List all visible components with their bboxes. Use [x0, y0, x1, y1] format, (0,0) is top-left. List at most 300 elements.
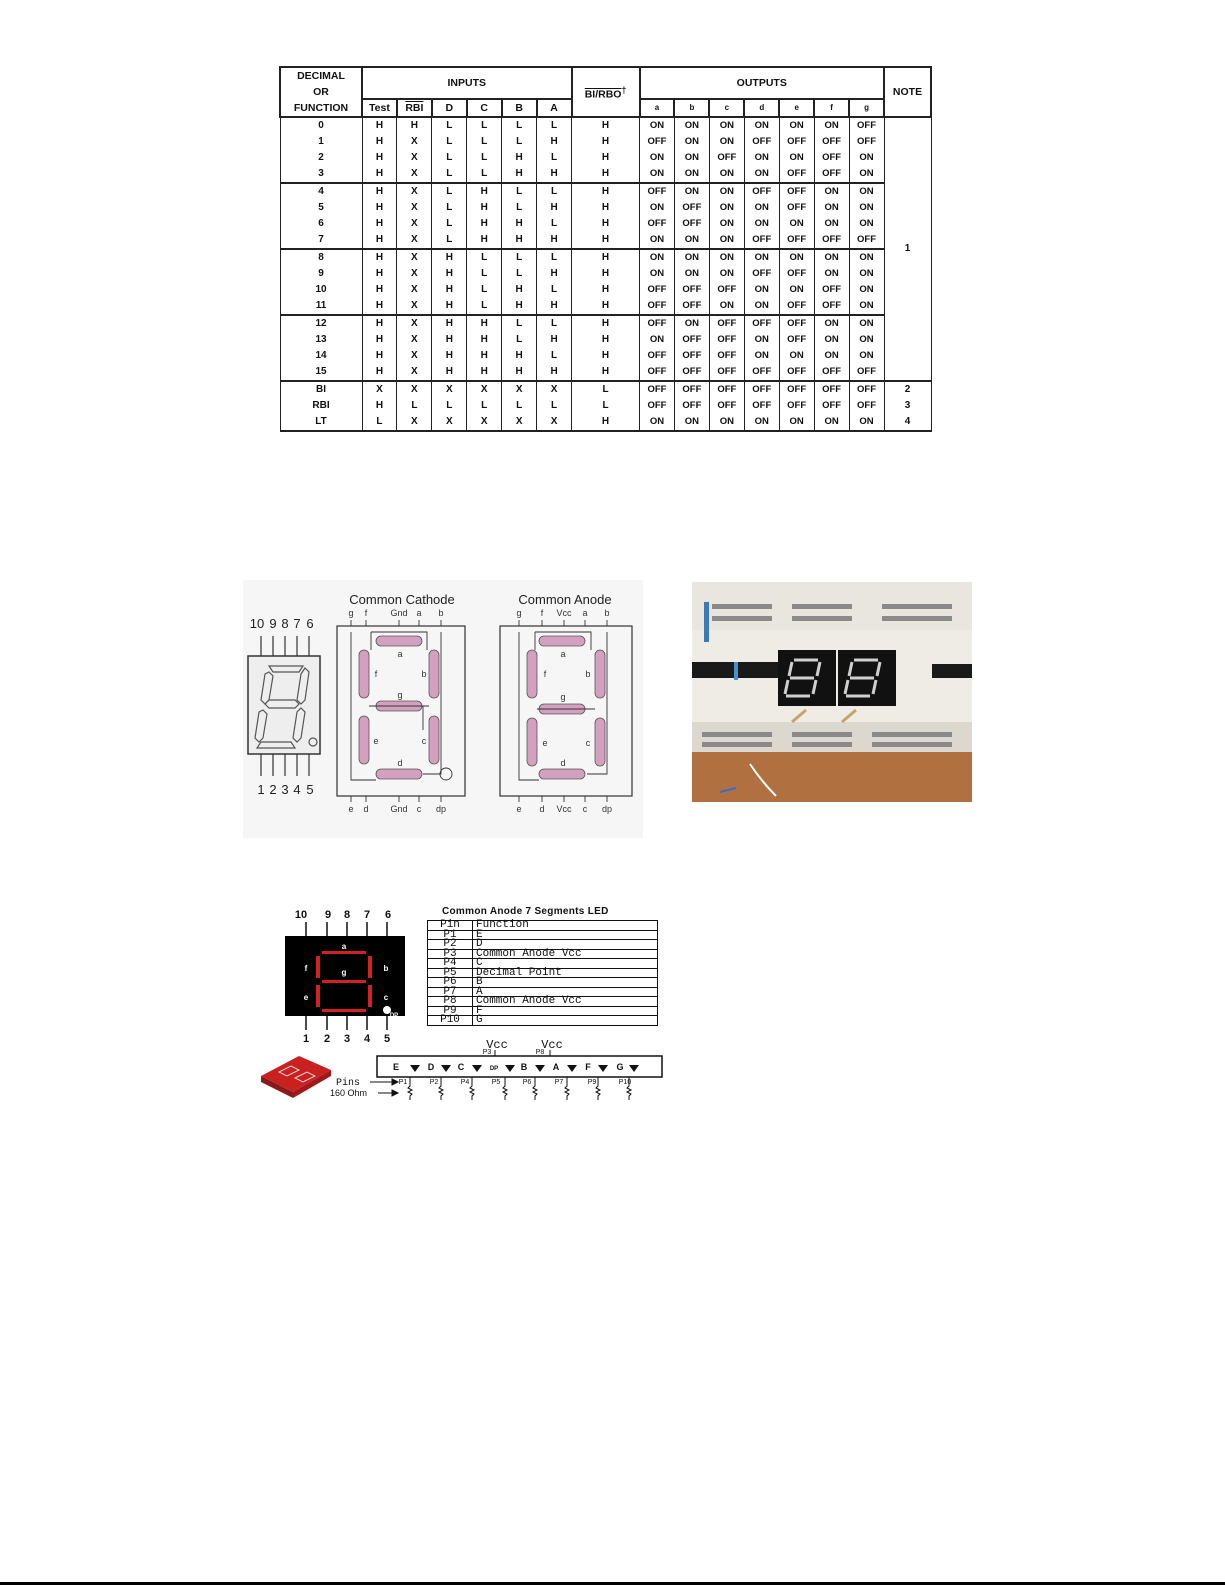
table-cell: H	[572, 200, 640, 216]
table-cell: L	[467, 117, 502, 134]
ca-bottom-vcc: Vcc	[556, 804, 572, 814]
table-cell: H	[362, 332, 397, 348]
table-cell: L	[502, 117, 537, 134]
ca-seg-g: g	[560, 692, 566, 702]
table-cell: OFF	[814, 134, 849, 150]
table-cell: ON	[709, 232, 744, 249]
table-cell: H	[362, 166, 397, 183]
table-cell: X	[397, 381, 432, 398]
table-cell: Common Anode Vcc	[473, 997, 658, 1007]
table-cell: ON	[779, 150, 814, 166]
table-row	[280, 183, 931, 200]
table-cell: L	[467, 249, 502, 266]
table-cell: ON	[814, 315, 849, 332]
cc-seg-f: f	[374, 669, 378, 679]
table-cell: H	[362, 183, 397, 200]
header-input-3: C	[467, 99, 502, 117]
table-cell: ON	[674, 414, 709, 431]
table-cell: OFF	[779, 332, 814, 348]
table-cell: H	[572, 134, 640, 150]
table-cell: H	[467, 200, 502, 216]
table-cell: OFF	[779, 298, 814, 315]
table-cell: L	[432, 216, 467, 232]
table-cell: X	[397, 134, 432, 150]
table-cell: 2	[884, 381, 931, 398]
anode-circuit-diagram	[330, 1036, 670, 1104]
table-row	[280, 381, 931, 398]
table-row	[428, 930, 658, 940]
table-cell: H	[467, 183, 502, 200]
table-row	[280, 348, 931, 364]
table-cell: X	[362, 381, 397, 398]
ap-top-pin-9: 9	[324, 909, 332, 921]
table-cell: H	[432, 364, 467, 381]
table-cell: OFF	[744, 232, 779, 249]
table-cell: L	[397, 398, 432, 414]
table-cell: ON	[814, 414, 849, 431]
table-cell: Function	[473, 921, 658, 931]
table-cell: OFF	[744, 315, 779, 332]
table-cell: L	[537, 216, 572, 232]
table-cell: ON	[744, 414, 779, 431]
resistor-label: 160 Ohm	[330, 1088, 368, 1098]
table-cell: ON	[674, 150, 709, 166]
table-cell: ON	[849, 166, 884, 183]
ca-top-vcc: Vcc	[556, 608, 572, 618]
circuit-seg-d: D	[427, 1062, 435, 1072]
table-cell: Common Anode Vcc	[473, 949, 658, 959]
table-cell: P9	[428, 1006, 473, 1016]
table-cell: X	[397, 364, 432, 381]
circuit-seg-c: C	[457, 1062, 465, 1072]
red-display-icon	[255, 1050, 335, 1098]
table-cell: ON	[779, 348, 814, 364]
pin-label-2: 2	[269, 782, 277, 797]
table-cell: ON	[674, 183, 709, 200]
table-row	[280, 232, 931, 249]
table-cell: OFF	[814, 364, 849, 381]
table-cell: L	[432, 166, 467, 183]
table-cell: ON	[849, 200, 884, 216]
table-cell: H	[502, 298, 537, 315]
pin-label-9: 9	[269, 616, 277, 631]
vcc-label-2: Vcc	[541, 1038, 563, 1052]
table-cell: ON	[779, 117, 814, 134]
ap-top-pin-8: 8	[343, 909, 351, 921]
table-cell: L	[467, 166, 502, 183]
table-cell: L	[537, 282, 572, 298]
table-cell: 11	[280, 298, 362, 315]
table-cell: ON	[744, 348, 779, 364]
table-cell: OFF	[849, 381, 884, 398]
header-output-1: b	[674, 99, 709, 117]
table-cell: ON	[849, 332, 884, 348]
table-cell: X	[537, 414, 572, 431]
cc-top-a: a	[416, 608, 422, 618]
table-cell: H	[432, 282, 467, 298]
circuit-pin-p5: P5	[491, 1079, 501, 1086]
table-cell: 2	[280, 150, 362, 166]
table-cell: OFF	[814, 232, 849, 249]
table-cell: ON	[674, 117, 709, 134]
table-cell: ON	[709, 166, 744, 183]
table-row	[280, 398, 931, 414]
table-cell: B	[473, 978, 658, 988]
table-cell: ON	[744, 216, 779, 232]
table-cell: L	[467, 298, 502, 315]
ca-seg-b: b	[585, 669, 591, 679]
table-row	[428, 1016, 658, 1026]
ap-seg-d: d	[339, 1016, 345, 1025]
vcc-pin-p3: P3	[482, 1049, 492, 1056]
table-cell: H	[502, 232, 537, 249]
table-cell: BI	[280, 381, 362, 398]
table-cell: L	[572, 398, 640, 414]
table-row	[280, 332, 931, 348]
table-cell: H	[572, 282, 640, 298]
cc-top-f: f	[364, 608, 368, 618]
table-cell: 15	[280, 364, 362, 381]
table-cell: ON	[849, 183, 884, 200]
table-cell: X	[397, 266, 432, 282]
table-cell: X	[502, 414, 537, 431]
ca-top-b: b	[604, 608, 610, 618]
table-cell: OFF	[849, 398, 884, 414]
table-cell: L	[467, 150, 502, 166]
table-cell: ON	[814, 348, 849, 364]
table-cell: OFF	[640, 315, 675, 332]
table-cell: OFF	[779, 232, 814, 249]
table-cell: ON	[709, 200, 744, 216]
header-output-5: f	[814, 99, 849, 117]
ca-seg-f: f	[543, 669, 547, 679]
table-cell: 3	[884, 398, 931, 414]
header-input-0: Test	[362, 99, 397, 117]
cc-top-b: b	[438, 608, 444, 618]
table-cell: ON	[779, 282, 814, 298]
ca-seg-a: a	[560, 649, 566, 659]
circuit-pin-p4: P4	[460, 1079, 470, 1086]
table-cell: L	[432, 232, 467, 249]
table-cell: L	[432, 183, 467, 200]
header-output-6: g	[849, 99, 884, 117]
ap-top-pin-6: 6	[384, 909, 392, 921]
table-cell: 6	[280, 216, 362, 232]
table-cell: H	[572, 216, 640, 232]
table-cell: H	[572, 266, 640, 282]
table-cell: OFF	[674, 398, 709, 414]
table-cell: OFF	[709, 398, 744, 414]
ap-top-pin-10: 10	[294, 909, 308, 921]
table-cell: L	[537, 150, 572, 166]
table-cell: L	[432, 150, 467, 166]
table-cell: L	[502, 249, 537, 266]
table-cell: X	[397, 150, 432, 166]
table-cell: ON	[849, 282, 884, 298]
table-cell: L	[502, 200, 537, 216]
pin-label-10: 10	[249, 616, 265, 631]
table-cell: ON	[709, 183, 744, 200]
table-cell: LT	[280, 414, 362, 431]
table-cell: 4	[884, 414, 931, 431]
table-cell: X	[397, 282, 432, 298]
table-cell: X	[397, 232, 432, 249]
table-cell: D	[473, 940, 658, 950]
table-cell: Decimal Point	[473, 968, 658, 978]
table-cell: L	[432, 200, 467, 216]
ap-seg-e: e	[303, 993, 309, 1002]
table-cell: L	[467, 282, 502, 298]
circuit-seg-a: A	[552, 1062, 560, 1072]
table-cell: 7	[280, 232, 362, 249]
table-cell: ON	[849, 249, 884, 266]
table-cell: OFF	[814, 381, 849, 398]
table-row	[280, 200, 931, 216]
cc-bottom-dp: dp	[435, 804, 447, 814]
cc-seg-g: g	[397, 690, 403, 700]
table-cell: ON	[779, 414, 814, 431]
pin-label-7: 7	[293, 616, 301, 631]
table-cell: 14	[280, 348, 362, 364]
pin-label-1: 1	[257, 782, 265, 797]
table-cell: ON	[640, 249, 675, 266]
circuit-seg-f: F	[585, 1062, 591, 1072]
table-cell: OFF	[640, 364, 675, 381]
pin-label-5: 5	[306, 782, 314, 797]
ap-seg-g: g	[341, 968, 347, 977]
table-cell: OFF	[814, 282, 849, 298]
table-cell: H	[432, 266, 467, 282]
circuit-pin-p1: P1	[398, 1079, 408, 1086]
table-row	[428, 949, 658, 959]
table-row	[280, 282, 931, 298]
table-cell: ON	[709, 414, 744, 431]
table-cell: 1	[280, 134, 362, 150]
table-cell: OFF	[709, 332, 744, 348]
table-cell: H	[362, 364, 397, 381]
table-cell: H	[362, 150, 397, 166]
table-row	[280, 150, 931, 166]
table-cell: L	[537, 315, 572, 332]
table-cell: H	[572, 315, 640, 332]
table-cell: X	[397, 298, 432, 315]
ap-seg-a: a	[341, 942, 347, 951]
table-cell: 3	[280, 166, 362, 183]
table-cell: ON	[849, 298, 884, 315]
table-cell: OFF	[640, 381, 675, 398]
table-cell: OFF	[779, 134, 814, 150]
table-cell: H	[362, 249, 397, 266]
table-cell: E	[473, 930, 658, 940]
table-cell: X	[397, 332, 432, 348]
table-cell: X	[467, 414, 502, 431]
table-cell: X	[432, 414, 467, 431]
table-cell: L	[572, 381, 640, 398]
table-cell: P5	[428, 968, 473, 978]
table-cell: OFF	[674, 332, 709, 348]
table-cell: H	[432, 348, 467, 364]
vcc-pin-p8: P8	[535, 1049, 545, 1056]
table-cell: OFF	[640, 348, 675, 364]
ap-seg-dp: DP	[389, 1013, 399, 1019]
table-cell: ON	[814, 332, 849, 348]
anode-pin-table	[427, 920, 658, 1026]
table-cell: OFF	[640, 134, 675, 150]
table-cell: P2	[428, 940, 473, 950]
table-cell: OFF	[674, 200, 709, 216]
table-cell: ON	[709, 216, 744, 232]
circuit-seg-g: G	[616, 1062, 624, 1072]
table-cell: H	[572, 348, 640, 364]
table-cell: OFF	[779, 381, 814, 398]
ap-seg-f: f	[304, 964, 308, 973]
table-cell: L	[467, 266, 502, 282]
table-cell: P7	[428, 987, 473, 997]
table-cell: X	[397, 166, 432, 183]
circuit-seg-e: E	[392, 1062, 400, 1072]
table-cell: OFF	[709, 282, 744, 298]
table-row	[280, 266, 931, 282]
table-cell: OFF	[674, 381, 709, 398]
table-row	[280, 315, 931, 332]
table-cell: ON	[849, 150, 884, 166]
table-cell: L	[537, 183, 572, 200]
seven-segment-pinout-diagram	[243, 580, 643, 838]
ca-top-a: a	[582, 608, 588, 618]
table-cell: ON	[709, 249, 744, 266]
anode-pinout-package	[254, 905, 429, 1045]
table-cell: H	[537, 200, 572, 216]
table-cell: L	[502, 183, 537, 200]
table-row	[280, 298, 931, 315]
ca-seg-e: e	[542, 738, 548, 748]
table-row	[280, 249, 931, 266]
table-cell: P8	[428, 997, 473, 1007]
table-cell: H	[572, 332, 640, 348]
table-cell: X	[467, 381, 502, 398]
table-cell: ON	[709, 298, 744, 315]
table-cell: ON	[814, 266, 849, 282]
table-cell: P3	[428, 949, 473, 959]
table-cell: L	[537, 348, 572, 364]
table-cell: OFF	[674, 298, 709, 315]
table-cell: ON	[744, 298, 779, 315]
ap-top-pin-7: 7	[363, 909, 371, 921]
table-cell: X	[397, 216, 432, 232]
pin-label-4: 4	[293, 782, 301, 797]
table-cell: ON	[674, 134, 709, 150]
table-cell: L	[502, 315, 537, 332]
table-cell: X	[397, 200, 432, 216]
table-cell: L	[432, 398, 467, 414]
table-cell: 9	[280, 266, 362, 282]
table-cell: P10	[428, 1016, 473, 1026]
table-row	[428, 997, 658, 1007]
table-cell: H	[362, 134, 397, 150]
table-cell: ON	[814, 183, 849, 200]
table-cell: ON	[640, 150, 675, 166]
table-cell: OFF	[779, 266, 814, 282]
table-cell: H	[362, 216, 397, 232]
table-cell: OFF	[640, 398, 675, 414]
table-cell: ON	[744, 117, 779, 134]
table-cell: ON	[849, 414, 884, 431]
ap-seg-b: b	[383, 964, 389, 973]
table-cell: OFF	[744, 266, 779, 282]
table-cell: H	[432, 332, 467, 348]
header-output-2: c	[709, 99, 744, 117]
vcc-label-1: Vcc	[486, 1038, 508, 1052]
table-cell: OFF	[814, 150, 849, 166]
header-output-0: a	[640, 99, 675, 117]
header-bi-rbo: BI/RBO†	[572, 67, 640, 117]
table-cell: H	[362, 298, 397, 315]
table-cell: X	[537, 381, 572, 398]
table-cell: 8	[280, 249, 362, 266]
table-cell: OFF	[779, 315, 814, 332]
table-cell: H	[432, 249, 467, 266]
table-cell: ON	[674, 166, 709, 183]
circuit-pin-p2: P2	[429, 1079, 439, 1086]
table-cell: 1	[884, 117, 931, 381]
pins-label: Pins	[336, 1078, 361, 1089]
table-row	[428, 968, 658, 978]
table-row	[280, 134, 931, 150]
table-cell: X	[397, 414, 432, 431]
table-cell: H	[572, 414, 640, 431]
breadboard-photo	[692, 582, 972, 802]
table-cell: OFF	[849, 134, 884, 150]
table-cell: H	[502, 216, 537, 232]
table-cell: 0	[280, 117, 362, 134]
table-cell: L	[432, 117, 467, 134]
table-cell: L	[467, 134, 502, 150]
table-cell: H	[467, 332, 502, 348]
table-cell: 12	[280, 315, 362, 332]
table-cell: OFF	[674, 348, 709, 364]
table-cell: H	[572, 232, 640, 249]
table-cell: H	[397, 117, 432, 134]
table-cell: OFF	[849, 232, 884, 249]
circuit-pin-p9: P9	[587, 1079, 597, 1086]
table-cell: ON	[849, 315, 884, 332]
ap-bottom-pin-2: 2	[323, 1033, 331, 1045]
header-outputs: OUTPUTS	[640, 67, 884, 99]
table-cell: H	[537, 166, 572, 183]
table-cell: A	[473, 987, 658, 997]
table-cell: ON	[640, 166, 675, 183]
table-cell: X	[397, 315, 432, 332]
header-inputs: INPUTS	[362, 67, 572, 99]
table-cell: OFF	[709, 315, 744, 332]
table-cell: RBI	[280, 398, 362, 414]
anode-pin-table-body	[428, 921, 658, 1026]
table-cell: OFF	[814, 398, 849, 414]
table-cell: L	[502, 266, 537, 282]
ca-seg-d: d	[560, 758, 566, 768]
table-cell: H	[432, 315, 467, 332]
table-cell: ON	[640, 332, 675, 348]
table-cell: X	[397, 183, 432, 200]
table-cell: H	[362, 398, 397, 414]
table-cell: C	[473, 959, 658, 969]
table-cell: H	[502, 364, 537, 381]
ca-top-g: g	[516, 608, 522, 618]
table-cell: H	[362, 266, 397, 282]
table-cell: 13	[280, 332, 362, 348]
table-cell: H	[467, 232, 502, 249]
table-cell: H	[537, 332, 572, 348]
